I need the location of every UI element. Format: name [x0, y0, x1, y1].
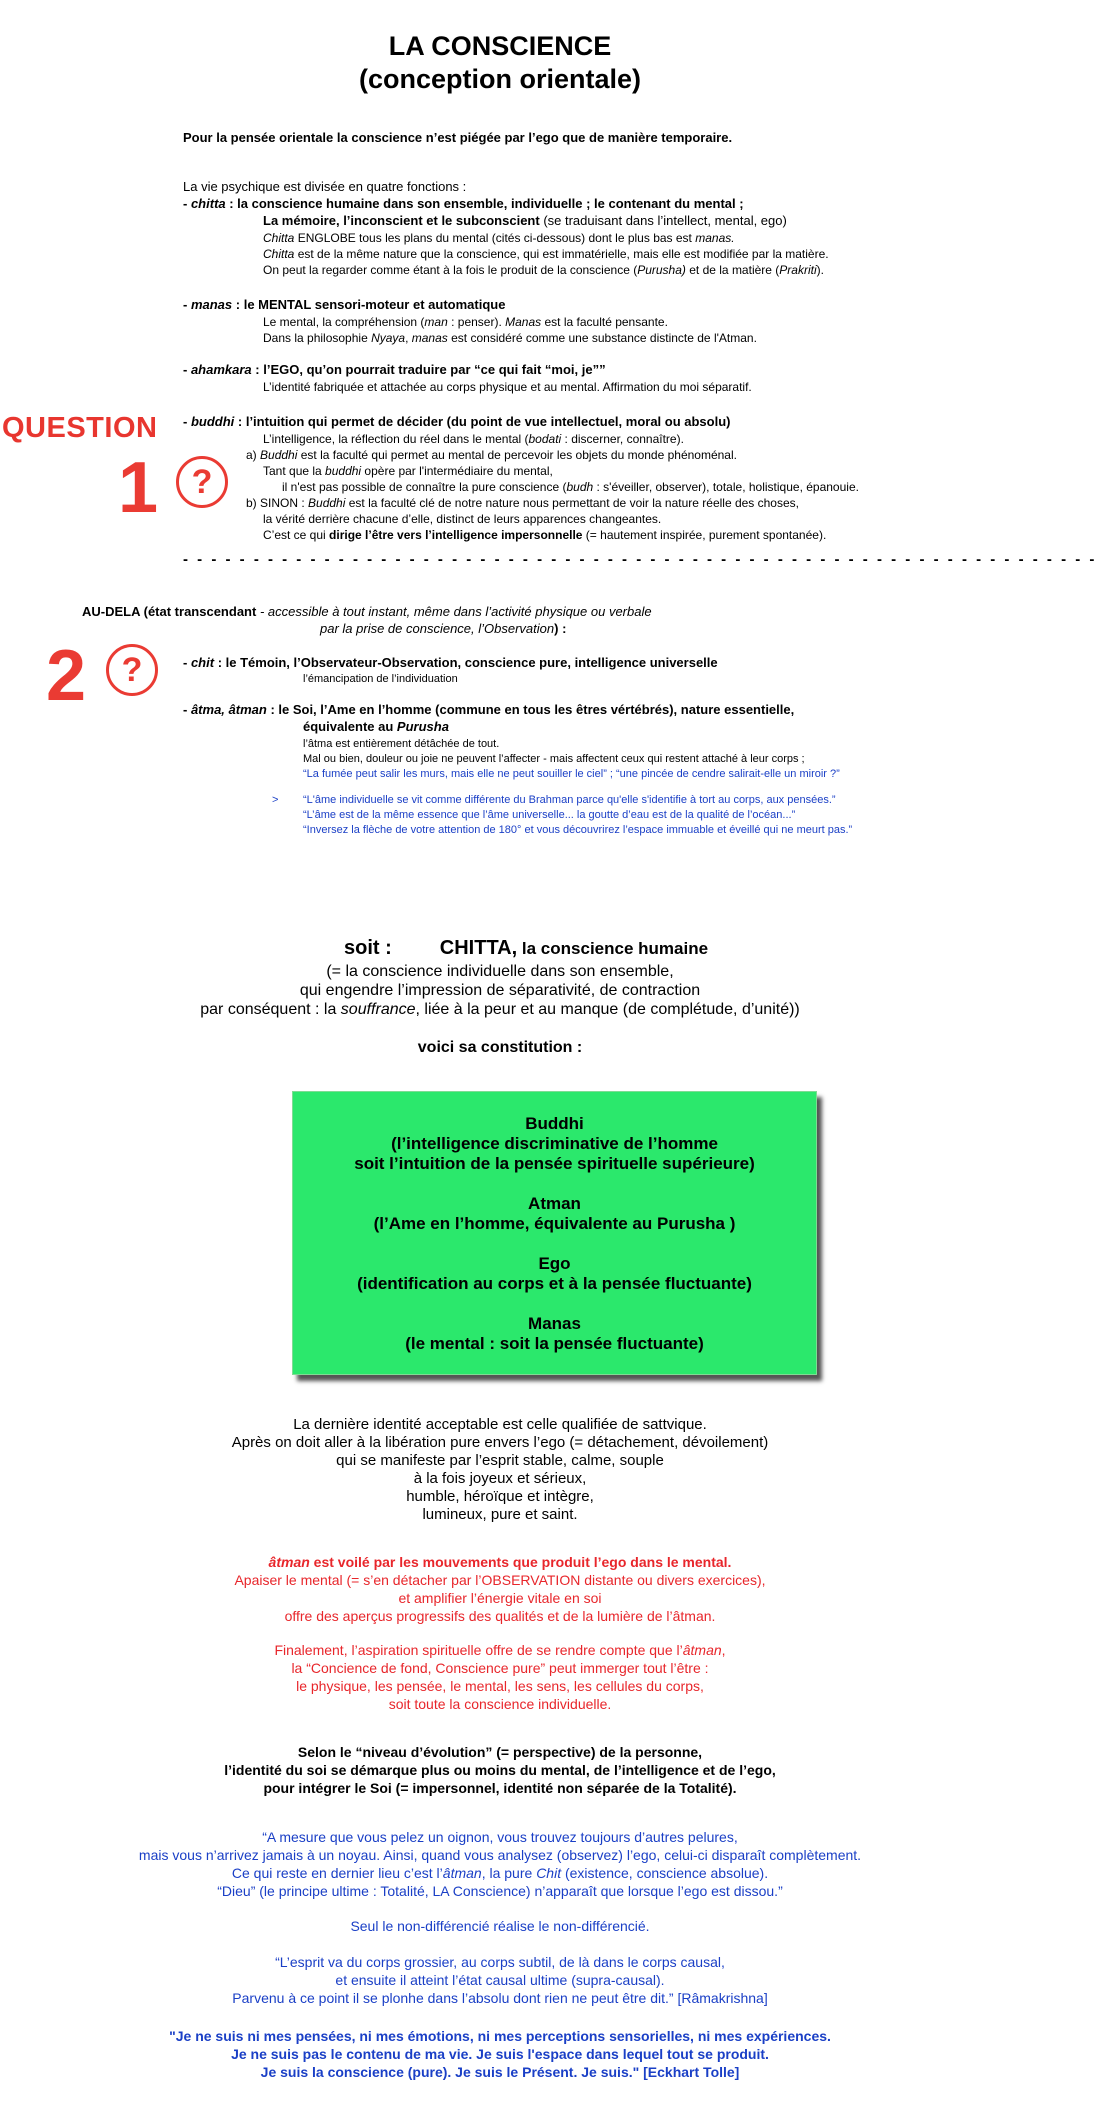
niveau-line-1: Selon le “niveau d’évolution” (= perspective) de la personne,: [297, 1744, 703, 1760]
atma-quote-smoke: “La fumée peut salir les murs, mais elle ne peut souiller le ciel” ; “une pincée de cendre salirait-elle un miroir ?”: [303, 768, 840, 780]
atma-line-2: équivalente au Purusha: [303, 719, 449, 734]
ramakrishna-line-1: “L’esprit va du corps grossier, au corps subtil, de là dans le corps causal,: [275, 1954, 725, 1970]
manas-term: manas: [190, 297, 233, 312]
aspiration-line-3: le physique, les pensée, le mental, les sens, les cellules du corps,: [296, 1678, 704, 1694]
buddhi-line-4: Tant que la buddhi opère par l'intermédiaire du mental,: [263, 464, 553, 478]
soit-line-4: par conséquent : la souffrance, liée à la peur et au manque (de complétude, d’unité)): [200, 1001, 800, 1018]
question-label: QUESTION: [2, 412, 158, 444]
soit-line-3: qui engendre l’impression de séparativité, de contraction: [299, 982, 701, 999]
manas-heading: - manas : le MENTAL sensori-moteur et automatique: [183, 297, 506, 312]
box-buddhi-line-2: soit l’intuition de la pensée spirituelle supérieure): [354, 1154, 755, 1173]
atman-voile-line-3: et amplifier l’énergie vitale en soi: [398, 1590, 602, 1606]
constitution-box: [292, 1091, 817, 1375]
manas-line-3: Dans la philosophie Nyaya, manas est considéré comme une substance distincte de l'Atman.: [263, 331, 757, 345]
oignon-line-4: “Dieu” (le principe ultime : Totalité, LA Conscience) n’apparaît que lorsque l’ego est dissou.”: [217, 1883, 783, 1899]
niveau-line-3: pour intégrer le Soi (= impersonnel, identité non séparée de la Totalité).: [263, 1780, 737, 1796]
sattvique-line-3: qui se manifeste par l’esprit stable, calme, souple: [336, 1452, 664, 1469]
box-buddhi-title: Buddhi: [525, 1114, 584, 1133]
oignon-line-3: Ce qui reste en dernier lieu c’est l’âtman, la pure Chit (existence, conscience absolue).: [231, 1865, 769, 1881]
chitta-line-2: La mémoire, l’inconscient et le subconscient (se traduisant dans l’intellect, mental, ego): [263, 213, 787, 228]
non-differencie-line: Seul le non-différencié réalise le non-différencié.: [350, 1918, 650, 1934]
chit-heading: - chit : le Témoin, l’Observateur-Observation, conscience pure, intelligence universelle: [183, 655, 718, 670]
ahamkara-line-2: L’identité fabriquée et attachée au corps physique et au mental. Affirmation du moi séparatif.: [263, 380, 752, 394]
arrow-icon: >: [272, 794, 279, 806]
section-separator: - - - - - - - - - - - - - - - - - - - - - - - - - - - - - - - - - - - - - - - - - - - - - - - - - - - - - - - - - - - - - - - - -: [183, 551, 1097, 568]
buddhi-line-7: la vérité derrière chacune d’elle, distinct de leurs apparences changeantes.: [263, 512, 662, 526]
chitta-term: chitta: [190, 196, 226, 211]
tolle-line-1: "Je ne suis ni mes pensées, ni mes émotions, ni mes perceptions sensorielles, ni mes expériences.: [169, 2028, 831, 2044]
buddhi-line-8: C’est ce qui dirige l’être vers l’intelligence impersonnelle (= hautement inspirée, purement spontanée).: [263, 528, 827, 542]
question-mark-icon: ?: [176, 456, 228, 508]
atma-line-3: l’âtma est entièrement détâchée de tout.: [303, 738, 500, 750]
sattvique-line-2: Après on doit aller à la libération pure envers l’ego (= détachement, dévoilement): [231, 1434, 769, 1451]
atma-quote-1: “L'âme individuelle se vit comme différente du Brahman parce qu'elle s'identifie à tort au corps, aux pensées.”: [303, 794, 836, 806]
oignon-line-2: mais vous n’arrivez jamais à un noyau. Ainsi, quand vous analysez (observez) l’ego, celui-ci disparaît complètement.: [138, 1847, 862, 1863]
box-atman-line-1: (l’Ame en l’homme, équivalente au Purusha ): [373, 1214, 736, 1233]
ahamkara-heading: - ahamkara : l’EGO, qu’on pourrait traduire par “ce qui fait “moi, je””: [183, 362, 606, 377]
page-subtitle: (conception orientale): [358, 64, 642, 94]
buddhi-line-6: b) SINON : Buddhi est la faculté clé de notre nature nous permettant de voir la nature réelle des choses,: [246, 496, 799, 510]
page-title: LA CONSCIENCE: [388, 31, 612, 61]
buddhi-line-3: a) Buddhi est la faculté qui permet au mental de percevoir les objets du monde phénoménal.: [246, 448, 737, 462]
chit-term: chit: [190, 655, 215, 670]
ramakrishna-line-2: et ensuite il atteint l’état causal ultime (supra-causal).: [335, 1972, 665, 1988]
aspiration-line-1: Finalement, l’aspiration spirituelle offre de se rendre compte que l’âtman,: [274, 1642, 726, 1658]
sattvique-line-1: La dernière identité acceptable est celle qualifiée de sattvique.: [293, 1416, 707, 1433]
box-manas-line-1: (le mental : soit la pensée fluctuante): [405, 1334, 704, 1353]
chitta-line-5: On peut la regarder comme étant à la fois le produit de la conscience (Purusha) et de la matière (Prakriti).: [263, 263, 824, 277]
ahamkara-term: ahamkara: [190, 362, 252, 377]
aspiration-line-2: la “Concience de fond, Conscience pure” peut immerger tout l’être :: [291, 1660, 709, 1676]
box-manas-title: Manas: [528, 1314, 581, 1333]
box-buddhi-line-1: (l’intelligence discriminative de l’homme: [391, 1134, 718, 1153]
box-ego-line-1: (identification au corps et à la pensée fluctuante): [357, 1274, 752, 1293]
atma-heading: - âtma, âtman : le Soi, l’Ame en l’homme (commune en tous les êtres vértébrés), nature essentielle,: [183, 702, 795, 717]
buddhi-term: buddhi: [190, 414, 235, 429]
question-mark-icon: ?: [106, 644, 158, 696]
intro-text: Pour la pensée orientale la conscience n’est piégée par l’ego que de manière temporaire.: [183, 130, 733, 145]
atma-line-4: Mal ou bien, douleur ou joie ne peuvent l’affecter - mais affectent ceux qui restent attaché à leur corps ;: [303, 753, 805, 765]
buddhi-line-2: L’intelligence, la réflection du réel dans le mental (bodati : discerner, connaître).: [263, 432, 684, 446]
atman-voile-line-1: âtman est voilé par les mouvements que produit l’ego dans le mental.: [268, 1554, 732, 1570]
aspiration-line-4: soit toute la conscience individuelle.: [388, 1696, 612, 1712]
tolle-line-2: Je ne suis pas le contenu de ma vie. Je suis l'espace dans lequel tout se produit.: [231, 2046, 769, 2062]
chitta-line-3: Chitta ENGLOBE tous les plans du mental (cités ci-dessous) dont le plus bas est manas.: [263, 231, 735, 245]
atman-voile-line-2: Apaiser le mental (= s’en détacher par l’OBSERVATION distante ou divers exercices),: [234, 1572, 766, 1588]
atma-term: âtma, âtman: [190, 702, 267, 717]
tolle-line-3: Je suis la conscience (pure). Je suis le Présent. Je suis." [Eckhart Tolle]: [260, 2064, 740, 2080]
sattvique-line-4: à la fois joyeux et sérieux,: [413, 1470, 587, 1487]
atma-quote-2: “L’âme est de la même essence que l’âme universelle... la goutte d’eau est de la qualité de l’océan...”: [303, 809, 796, 821]
box-atman-title: Atman: [528, 1194, 581, 1213]
box-ego-title: Ego: [538, 1254, 571, 1273]
question-2-number: 2: [46, 636, 87, 716]
soit-line-2: (= la conscience individuelle dans son ensemble,: [326, 963, 674, 980]
ramakrishna-line-3: Parvenu à ce point il se plonhe dans l’absolu dont rien ne peut être dit.” [Râmakrishna]: [232, 1990, 768, 2006]
question-1-number: 1: [118, 448, 159, 528]
chitta-line-4: Chitta est de la même nature que la conscience, qui est immatérielle, mais elle est modifiée par la matière.: [263, 247, 829, 261]
sattvique-line-6: lumineux, pure et saint.: [422, 1506, 578, 1523]
niveau-line-2: l’identité du soi se démarque plus ou moins du mental, de l’intelligence et de l’ego,: [224, 1762, 776, 1778]
buddhi-line-5: il n'est pas possible de connaître la pure conscience (budh : s'éveiller, observer), totale, holistique, épanouie.: [282, 480, 859, 494]
chit-line-2: l’émancipation de l’individuation: [303, 673, 458, 685]
oignon-line-1: “A mesure que vous pelez un oignon, vous trouvez toujours d’autres pelures,: [262, 1829, 738, 1845]
audela-line-2: par la prise de conscience, l’Observation) :: [320, 621, 567, 636]
manas-line-2: Le mental, la compréhension (man : penser). Manas est la faculté pensante.: [263, 315, 668, 329]
chitta-heading: - chitta : la conscience humaine dans son ensemble, individuelle ; le contenant du mental ;: [183, 196, 744, 211]
audela-heading: AU-DELA (état transcendant - accessible à tout instant, même dans l’activité physique ou verbale: [82, 604, 652, 619]
constitution-heading: voici sa constitution :: [417, 1039, 583, 1056]
buddhi-heading: - buddhi : l’intuition qui permet de décider (du point de vue intellectuel, moral ou absolu): [183, 414, 731, 429]
fonctions-intro: La vie psychique est divisée en quatre fonctions :: [183, 179, 467, 194]
atman-voile-line-4: offre des aperçus progressifs des qualités et de la lumière de l’âtman.: [284, 1608, 716, 1624]
sattvique-line-5: humble, héroïque et intègre,: [406, 1488, 594, 1505]
soit-chitta-heading: soit : CHITTA, la conscience humaine: [344, 937, 709, 959]
atma-quote-3: “Inversez la flèche de votre attention de 180° et vous découvrirez l’espace immuable et éveillé qui ne meurt pas.”: [303, 824, 853, 836]
